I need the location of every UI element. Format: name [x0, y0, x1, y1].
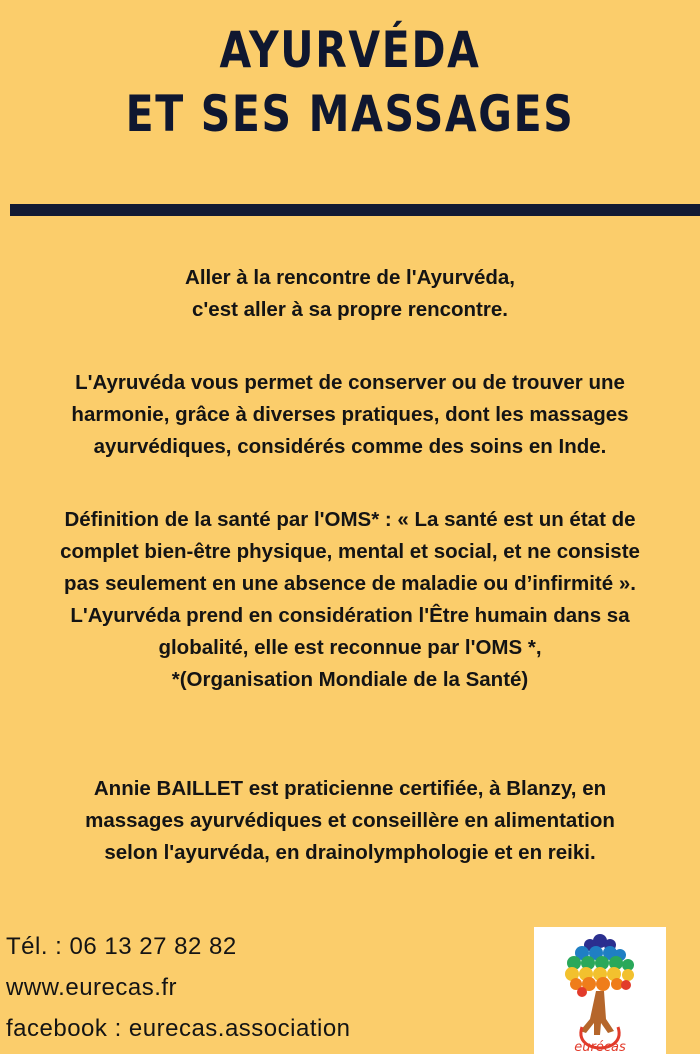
definition-line: L'Ayurvéda prend en considération l'Être humain dans sa [70, 604, 630, 627]
harmony-line: ayurvédiques, considérés comme des soins en Inde. [93, 435, 607, 458]
page-title [0, 18, 700, 146]
tree-canopy [565, 934, 634, 997]
definition-line: Définition de la santé par l'OMS* : « La santé est un état de [64, 508, 636, 531]
phone-number: Tél. : 06 13 27 82 82 [6, 933, 237, 960]
intro-line: c'est aller à sa propre rencontre. [192, 298, 508, 321]
practitioner-line: massages ayurvédiques et conseillère en alimentation [85, 809, 615, 832]
website-link[interactable]: www.eurecas.fr [6, 974, 178, 1001]
definition-line: pas seulement en une absence de maladie ou d’infirmité ». [64, 572, 636, 595]
practitioner-line: selon l'ayurvéda, en drainolymphologie et en reiki. [104, 841, 596, 864]
tree-logo-icon [534, 927, 666, 1054]
title-line-1: AYURVÉDA [219, 21, 481, 79]
intro-line: Aller à la rencontre de l'Ayurvéda, [185, 266, 515, 289]
contact-block [6, 926, 351, 1049]
definition-paragraph [0, 504, 700, 696]
definition-line: complet bien-être physique, mental et social, et ne consiste [60, 540, 640, 563]
eurecas-logo [534, 927, 666, 1054]
harmony-paragraph [0, 367, 700, 463]
harmony-line: L'Ayruvéda vous permet de conserver ou de trouver une [75, 371, 625, 394]
intro-paragraph [0, 262, 700, 326]
logo-text: eurécas [574, 1040, 626, 1054]
title-divider [10, 204, 700, 216]
harmony-line: harmonie, grâce à diverses pratiques, dont les massages [71, 403, 629, 426]
tree-trunk [580, 991, 614, 1035]
practitioner-line: Annie BAILLET est praticienne certifiée, à Blanzy, en [93, 777, 607, 800]
definition-line: globalité, elle est reconnue par l'OMS *, [158, 636, 542, 659]
facebook-link[interactable]: facebook : eurecas.association [6, 1015, 351, 1042]
title-line-2: ET SES MASSAGES [125, 85, 575, 143]
definition-line: *(Organisation Mondiale de la Santé) [171, 668, 529, 691]
practitioner-paragraph [0, 773, 700, 869]
